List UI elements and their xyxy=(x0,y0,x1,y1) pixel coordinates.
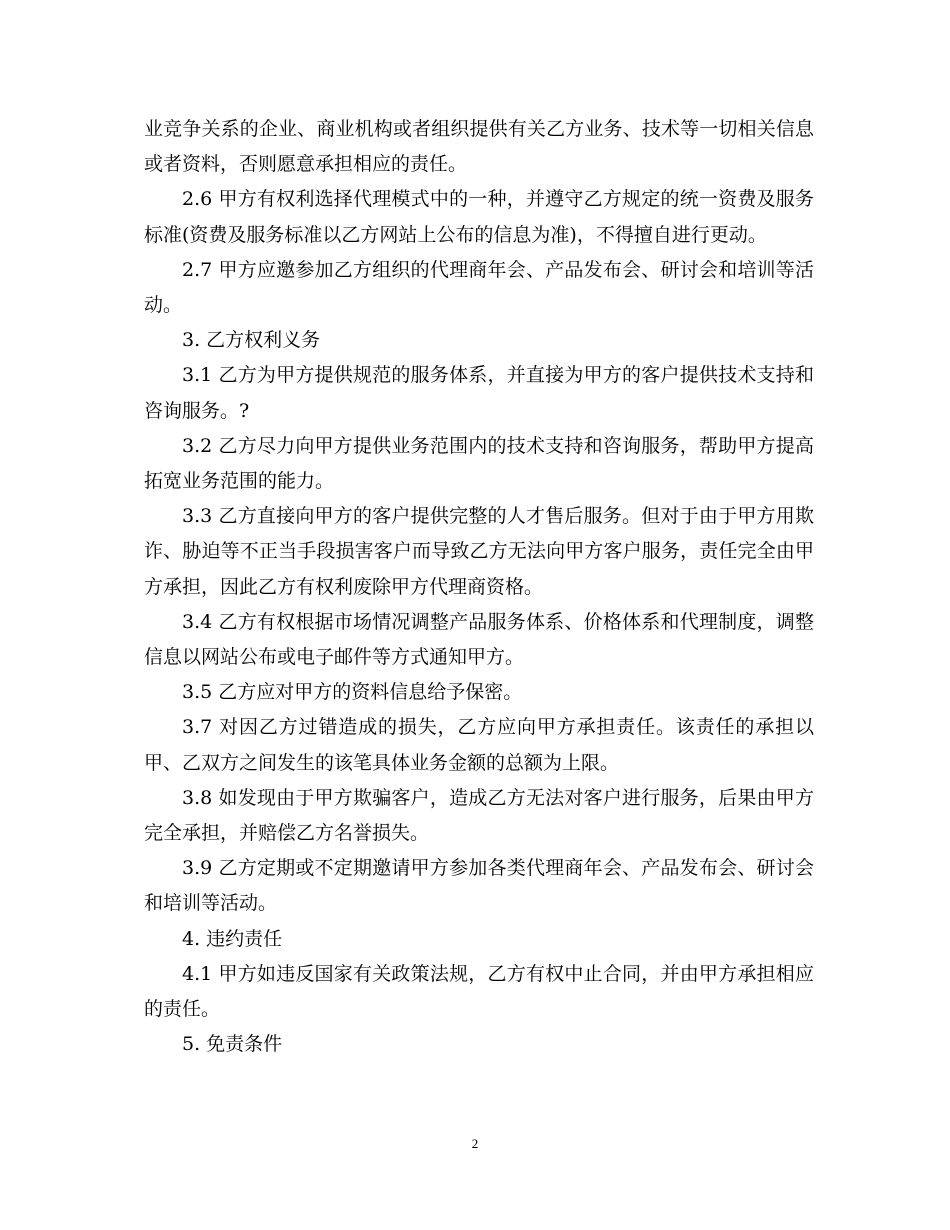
clause-3-3: 3.3 乙方直接向甲方的客户提供完整的人才售后服务。但对于由于甲方用欺诈、胁迫等不正当手段损害客户而导致乙方无法向甲方客户服务，责任完全由甲方承担，因此乙方有权利废除甲方代理商资格。 xyxy=(144,505,814,598)
section-3-heading: 3. 乙方权利义务 xyxy=(182,329,321,352)
section-4-heading: 4. 违约责任 xyxy=(182,927,283,950)
clause-3-5: 3.5 乙方应对甲方的资料信息给予保密。 xyxy=(182,681,523,704)
clause-3-1: 3.1 乙方为甲方提供规范的服务体系，并直接为甲方的客户提供技术支持和咨询服务。? xyxy=(144,364,814,422)
document-body xyxy=(144,112,814,1062)
clause-3-9: 3.9 乙方定期或不定期邀请甲方参加各类代理商年会、产品发布会、研讨会和培训等活动。 xyxy=(144,857,814,915)
clause-2-7: 2.7 甲方应邀参加乙方组织的代理商年会、产品发布会、研讨会和培训等活动。 xyxy=(144,258,814,317)
paragraph-continuation: 业竞争关系的企业、商业机构或者组织提供有关乙方业务、技术等一切相关信息或者资料，否则愿意承担相应的责任。 xyxy=(144,118,814,176)
clause-3-4: 3.4 乙方有权根据市场情况调整产品服务体系、价格体系和代理制度，调整信息以网站公布或电子邮件等方式通知甲方。 xyxy=(144,610,814,669)
clause-3-7: 3.7 对因乙方过错造成的损失，乙方应向甲方承担责任。该责任的承担以甲、乙双方之间发生的该笔具体业务金额的总额为上限。 xyxy=(144,716,814,774)
clause-4-1: 4.1 甲方如违反国家有关政策法规，乙方有权中止合同，并由甲方承担相应的责任。 xyxy=(144,962,814,1021)
clause-3-8: 3.8 如发现由于甲方欺骗客户，造成乙方无法对客户进行服务，后果由甲方完全承担，并赔偿乙方名誉损失。 xyxy=(144,786,814,845)
section-5-heading: 5. 免责条件 xyxy=(182,1033,283,1056)
page-number: 2 xyxy=(471,1136,479,1151)
clause-3-2: 3.2 乙方尽力向甲方提供业务范围内的技术支持和咨询服务，帮助甲方提高拓宽业务范围的能力。 xyxy=(144,434,814,493)
clause-2-6: 2.6 甲方有权利选择代理模式中的一种，并遵守乙方规定的统一资费及服务标准(资费及服务标准以乙方网站上公布的信息为准)，不得擅自进行更动。 xyxy=(144,188,814,246)
